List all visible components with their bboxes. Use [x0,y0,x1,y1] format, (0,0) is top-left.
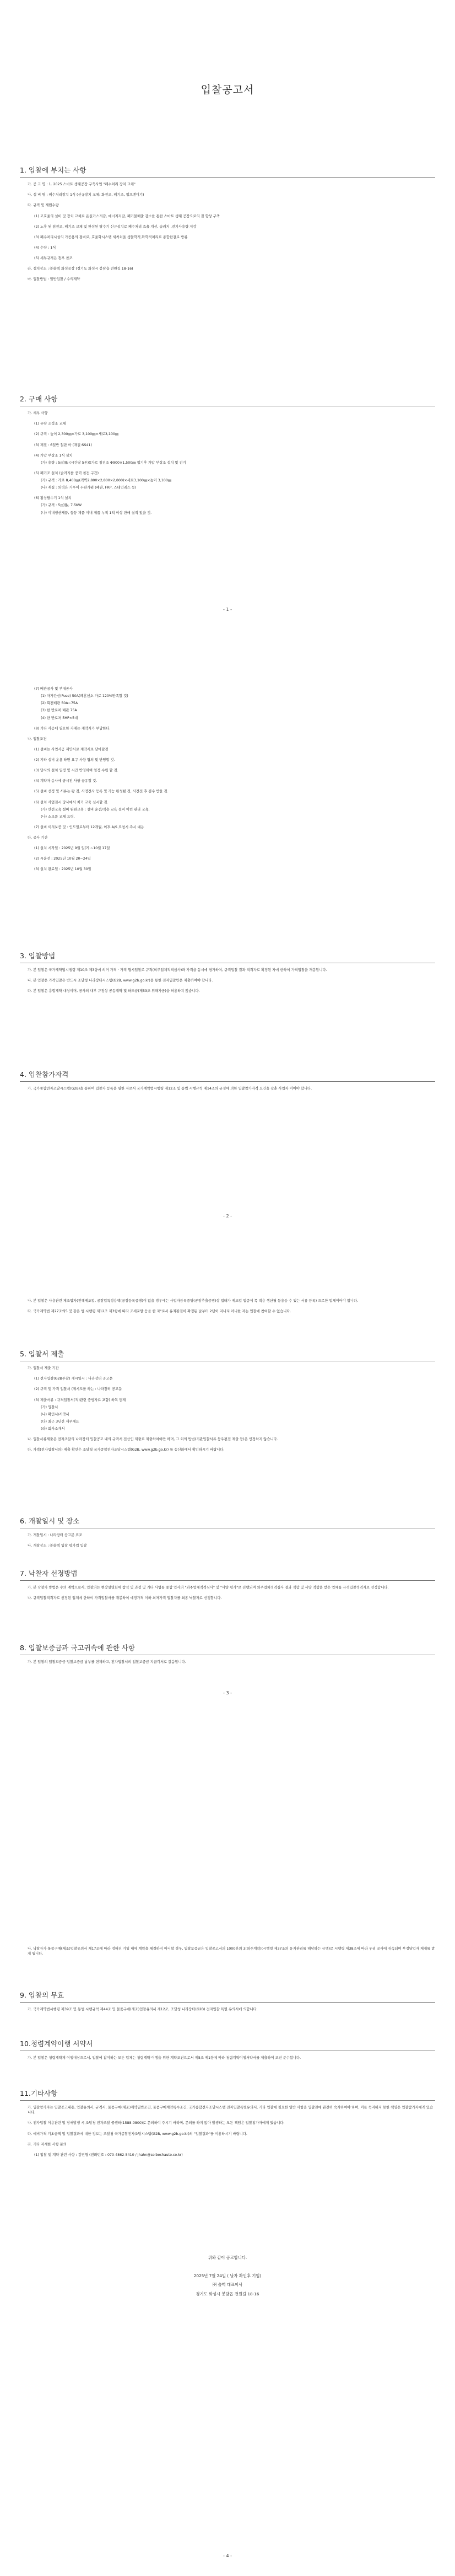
s7-na: 나. 규격입찰적격자로 선정된 업체에 한하여 가격입찰서를 개봉하여 예정가격 이하 최저가격 입찰자를 최종 낙찰자로 선정합니다. [28,1596,222,1601]
section-1 [20,165,435,287]
section-divider [20,2002,435,2003]
section-8-continued [20,1946,435,1962]
s2-i6a: (가) 규격 : 5㎥/㎐, 7.5KW [41,503,82,508]
s2b-da: 다. 공사 기간 [28,836,48,840]
s4b-da: 다. 국가계약법 제27조의5 및 같은 법 시행령 제12조 제3항에 따라 조세포탈 등을 한 자"로서 유죄판결이 확정된 날부터 2년이 지나지 아니한 자는 입찰에 참여할 수 없습니다. [28,1310,291,1314]
s1-d3: (3) 폐수처리시설의 가공용의 점비로, 효율화시스템 세척처울 생물학적,화학적처리로 종합한결로 방류 [34,235,188,239]
section-9 [20,1990,435,2017]
section-4-continued [20,1298,435,1319]
s2b-n4: (4) 계약자 동사에 공시전 사항 공유할 것. [34,779,98,783]
s2b-d3: (3) 설치 완료일 : 2025년 10월 30일 [34,867,91,872]
section-1-heading: 1. 입찰에 부치는 사항 [20,166,86,174]
s5-ga: 가. 입찰서 제출 기간 [28,1366,59,1371]
section-4-heading: 4. 입찰참가자격 [20,1070,69,1078]
s1-da: 다. 규격 및 제원수량 [28,203,59,208]
s11-ra: 라. 기타 자세한 사항 문의 [28,2142,67,2146]
page-4 [0,1946,455,2576]
s2-i1: (1) 유량 조정조 교체 [34,422,66,426]
s2-i6b: (나) 이내생산제품, 등등 제품 여내 제품 누적 1억 이상 판매 실적 있을 것. [41,511,152,515]
s2b-i8: (8) 기타 사공에 필요한 자재는 계약자가 부담한다. [34,726,111,731]
s3-ga: 가. 본 입찰은 국가계약법시행령 제10조 제3항에 의거 가격 · 가격 협시입찰로 규격(외주업체적격심사)과 가격을 동시에 평가하여, 규격입찰 결과 적격자로 확정된 자에 한하여 가격입찰을 개봉합니다. [28,968,327,973]
s1-ra: 라. 설치장소 : ㈜솔벽 화성공장 (경기도 화성시 봉담읍 전원길 18-16) [28,267,133,271]
section-10-heading: 10.청렴계약이행 서약서 [20,2040,93,2048]
section-5-heading: 5. 입찰서 제출 [20,1350,64,1358]
section-5 [20,1349,435,1458]
s4b-na: 나. 본 입찰은 사용관련 제조업자(전해제조업, 공장업특정용액(공장등록증명)이 없을 경우에는 사업자등록증명(공장추출증빙)상 업태가 제조업 업종에 목 적용 생산될 등용등 수 있는 서류 등록) 으로한 업체이어야 합니다. [28,1299,359,1303]
page-3 [0,1298,455,1933]
section-11-heading: 11.기타사항 [20,2089,58,2097]
s2b-d1: (1) 설치 시작일 : 2025년 9월 일(?) ~10월 17일 [34,846,110,851]
s2b-n6a: (가) 안전교육 설비 원원교육 : 설비 운전/적용 교육 설비 이런 관리 교육, [41,807,150,812]
s5-g3b: (나) 확인서/서약서 [41,1412,69,1416]
closing-block [20,2255,435,2297]
s2b-i7: (7) 배관공사 및 부대공사 [34,687,73,691]
s2-i4: (4) 가압 부상조 1식 설치 [34,453,73,458]
s1-na: 나. 설 비 명 : 폐수처리장치 1식 (신규장치 교체: 화전조, 폐기조, 펌프밴디기) [28,193,144,197]
s2-i2: (2) 규격 : 높이 2,300㎜×가로 3,100㎜×세로3,100㎜ [34,432,119,437]
s2-i3: (3) 재질 : 6일반 철판 아 (재질:SS41) [34,443,92,447]
section-divider [20,177,435,178]
section-divider [20,2100,435,2101]
s1-d5: (5) 세부규격은 첨부 참조 [34,256,73,260]
s2b-n6: (6) 설치 사업전시 당사에서 처기 교육 실시할 것. [34,800,109,804]
s4-ga: 가. 국가종합전자조달시스템(G2B)을 통하여 입찰자 등록을 필한 자로서 국가계약법시행령 제12조 및 동법 시행규칙 제14조의 규정에 의한 입찰참가자격 요건을 갖춘 사업자 이어야 합니다. [28,1087,312,1091]
s2b-n3: (3) 당사의 설치 일정 및 시간 반영하여 일정 수립 할 것. [34,769,118,773]
section-8 [20,1643,435,1670]
s6-na: 나. 개찰장소 : ㈜솔벽 입찰 평가업 입찰 [28,1544,87,1548]
s5-g3a: (가) 입찰서 [41,1405,58,1409]
s1-ga: 가. 공 고 명 : 1. 2025 스마트 생태공장 구축사업 "폐수처리 장치 교체" [28,183,136,187]
page-number: - 1 - [223,607,232,612]
s6-ga: 가. 개찰일시 : 나라장터 공고문 표조 [28,1533,83,1538]
s10-ga: 가. 본 입찰은 청렴계약제 이행대상으로서, 입찰에 참여하는 모든 업체는 청렴계약 이행을 위한 계약조건으로서 제5조 제1항에 따라 청렴계약이행서약서를 제출하여 조건 준수합니다. [28,2056,301,2060]
section-divider [20,1081,435,1082]
section-2-continued [20,686,435,878]
section-8-heading: 8. 입찰보증금과 국고귀속에 관한 사항 [20,1644,135,1652]
section-6 [20,1516,435,1554]
section-7 [20,1569,435,1606]
s2b-i7a: (1) 자가간선(Fuse) 50A(폐훈선소 가로 120%만족할 것) [41,694,128,699]
s1-d1: (1) 고효율의 설비 및 장치 교체로 온실가스저감, 에너지저감, 폐기물배출 감소를 통한 스마트 생태 공장으로의 질 향상 구축 [34,214,220,218]
s5-g3c: (다) 최근 3년간 재무제표 [41,1419,79,1424]
s2b-na: 나. 입찰조건 [28,737,47,741]
s5-g3: (3) 제출서류 : 규격입찰서(적)관련 증빙자료 포함) 하목 등재 [34,1398,126,1402]
section-9-heading: 9. 입찰의 무효 [20,1991,64,1999]
s2-i4a: (가) 용량 : 5㎥/㎐ (시간당 5톤)X가로 침전조 Φ900×1,500㎜ 펌기후 가압 부상조 설치 및 전기 [41,460,186,465]
s2-i5a: (가) 규격 : 가로 8,400㎜(격벽2,800×2,800×2,800)×세로3,100㎜×높이 3,100㎜ [41,479,172,482]
s3-na: 나. 본 입찰은 가격입찰은 반드시 조달청 나라장터시스템(G2B, www.g2b.go.kr)을 통한 전자입찰만은 제출하여야 합니다. [28,979,213,983]
s2-i6: (6) 펌상탈수기 1식 설치 [34,496,72,501]
s9-ga: 가. 국가계약법시행령 제39조 및 동법 시행규칙 제44조 및 물품구매(제조)입찰유의서 제12조, 조달청 나라장터(G2B) 전자입찰 특별 유의서에 의합니다. [28,2008,258,2012]
section-6-heading: 6. 개찰일시 및 장소 [20,1517,80,1525]
s5-g3d: (라) 회사소개서 [41,1427,65,1431]
s11-na: 나. 전자입찰 이용관련 및 장애발생 시 조달청 전자조달 콜센터(1588-0800)로 문의하여 주시기 바라며, 문의를 하지 않아 발생하는 모든 책임은 입찰참가자에게 있습니다. [28,2121,285,2126]
s1-ma: 마. 입찰방법 : 일반입찰 / 수의계약 [28,277,80,282]
section-11 [20,2089,435,2163]
section-10 [20,2039,435,2066]
s2b-n5: (5) 설비 선정 및 서류는 왕 것, 사정전사 등록 및 가능 완성될 것, 사전전 후 검수 받을 것. [34,790,169,794]
s5-na: 나. 입찰서류제출은 전자조달의 나라장터 입찰공고 내의 규격서 전산인 제출로 제출하여야만 하며, 그 외의 방법(기관입찰서류 등우편접 제출 등)은 인정하지 않습니다. [28,1437,278,1442]
s8b-na: 나. 낙찰자가 물품구매(제조)입찰유의서 제17조에 따라 정해진 기일 내에 계약을 체결하지 아니할 경우, 입찰보증금은 입찰공고서의 1000분의 3(외주계약)(시행령 제37조의 유지관리를 해당하는 금액)로 시행령 제38조에 따라 우리 공사에 귀속되며 부정당업자 제재를 받게 됩니다. [28,1947,435,1956]
s2b-n2: (2) 기타 설비 운용 하면 요구 사항 협의 및 반영할 것. [34,758,115,762]
company-address: 경기도 화성시 봉담읍 전원길 18-16 [196,2291,259,2296]
s2-i5b: (나) 재질 : 외벽은 거푸미 두판가워 (폐판, FRP, 스테인레스 등) [41,486,137,490]
page-2 [0,653,455,1287]
s8-ga: 가. 본 입찰의 입찰보증금 입찰보증금 납부를 면제하고, 전자입찰서의 입찰보증금 지급각서로 갈음합니다. [28,1660,186,1665]
document-title: 입찰공고서 [201,84,254,96]
section-7-heading: 7. 낙찰자 선정방법 [20,1569,78,1577]
page-number: - 2 - [223,1214,232,1219]
s2b-i7d: (4) 한 반로처 5HP×5대 [41,716,78,720]
s2b-d2: (2) 시운전 : 2025년 10월 20~24일 [34,857,91,861]
s2b-n1: (1) 설비는 사업사공 재안서로 계약서로 달마할것 [34,747,109,752]
s5-g2: (2) 규격 및 가격 입찰서 (제시도를 하는 : 나라장터 공고문 [34,1387,122,1392]
s5-g1: (1) 전자입찰(G2B투찰) 개시일시 : 나라장터 공고문 [34,1377,113,1381]
section-4 [20,1070,435,1097]
s3-da: 다. 본 입찰은 총합계약 대상이며, 공사의 내부 규정상 공동계약 및 하도급(제53조 위해가공)을 허용하지 않습니다. [28,989,200,994]
s2-ga: 가. 세부 사양 [28,411,48,416]
s11-da: 다. 예비가격 기초금액 및 입찰결과에 대한 정보는 조달청 국가종합전자조달시스템(G2B, www.g2b.go.kr)의 "입찰결과"를 이용하시기 바랍니다. [28,2132,247,2136]
company-representative: ㈜ 솔벽 대표이사 [212,2282,243,2288]
section-3 [20,951,435,1000]
s1-d4: (4) 수량 : 1식 [34,245,56,250]
section-divider [20,1580,435,1581]
s1-d2: (2) 노후 된 침전조, 폐기조 교체 및 완성된 탈수기 신규설치로 폐수처리 효율 개선, 슬러지 ,전기사용량 저감 [34,224,197,229]
section-3-heading: 3. 입찰방법 [20,952,56,960]
s2b-n6b: (나) 소모품 교체 요령, [41,814,75,819]
s5-da: 다. 가격(전자입찰서의) 제출 확인은 조달청 국가종합전자조달시스템(G2B, www.g2b.go.kr) 를 송신화에서 확인하시기 바랍니다. [28,1448,225,1452]
page-number: - 3 - [223,1690,232,1695]
section-2 [20,394,435,521]
s11-ga: 가. 입찰참가자는 입찰공고내용, 입찰유의서, 규격서, 물품구매(제조)계약일반조건, 물품구매계약특수조건, 국가종합전자조달시스템 전자입찰특별유의서, 기타 입찰에 필요한 일반 사항을 입찰전에 완전히 숙지하여야 하며, 이를 숙지하지 못한 책임은 입찰참가자에게 있습니다. [28,2106,434,2115]
announcement-date: 2025년 7월 24일 ( 날자 확인후 기입) [193,2273,262,2278]
s7-ga: 가. 본 낙찰자 방법은 수의 계약으로서, 입찰의는 현장설명회에 참석 및 과정 및 기타 사업를 종합 입사의 "외주업체적격심사" 및 "사양 평가"로 진행되며 외주업체적격심사 결과 적합 및 사양 적합을 받은 업체를 규격입찰적격자로 선정합니다. [28,1586,389,1590]
s2b-n7: (7) 설비 이의보증 및 : 인도일로부터 12개월, 이후 A/S 요청시 즉시 대응 [34,825,144,829]
closing-statement: 위와 같이 공고합니다. [208,2255,247,2260]
page-number: - 4 - [223,2553,232,2558]
page-1 [0,0,455,640]
s11-r1: (1) 입찰 및 계약 관련 사항 : 김민형 (전화번호 : 070-4862-5410 / jhahn@solbechauto.co.kr) [34,2153,183,2157]
s2b-i7b: (2) 회전배관 50A~75A [41,701,78,706]
s2-i5: (5) 폐기조 설치 (슬러지를 중력 침전 구간) [34,471,99,475]
s2b-i7c: (3) 한 반로처 배관 75A [41,709,77,713]
section-2-heading: 2. 구매 사항 [20,395,58,403]
